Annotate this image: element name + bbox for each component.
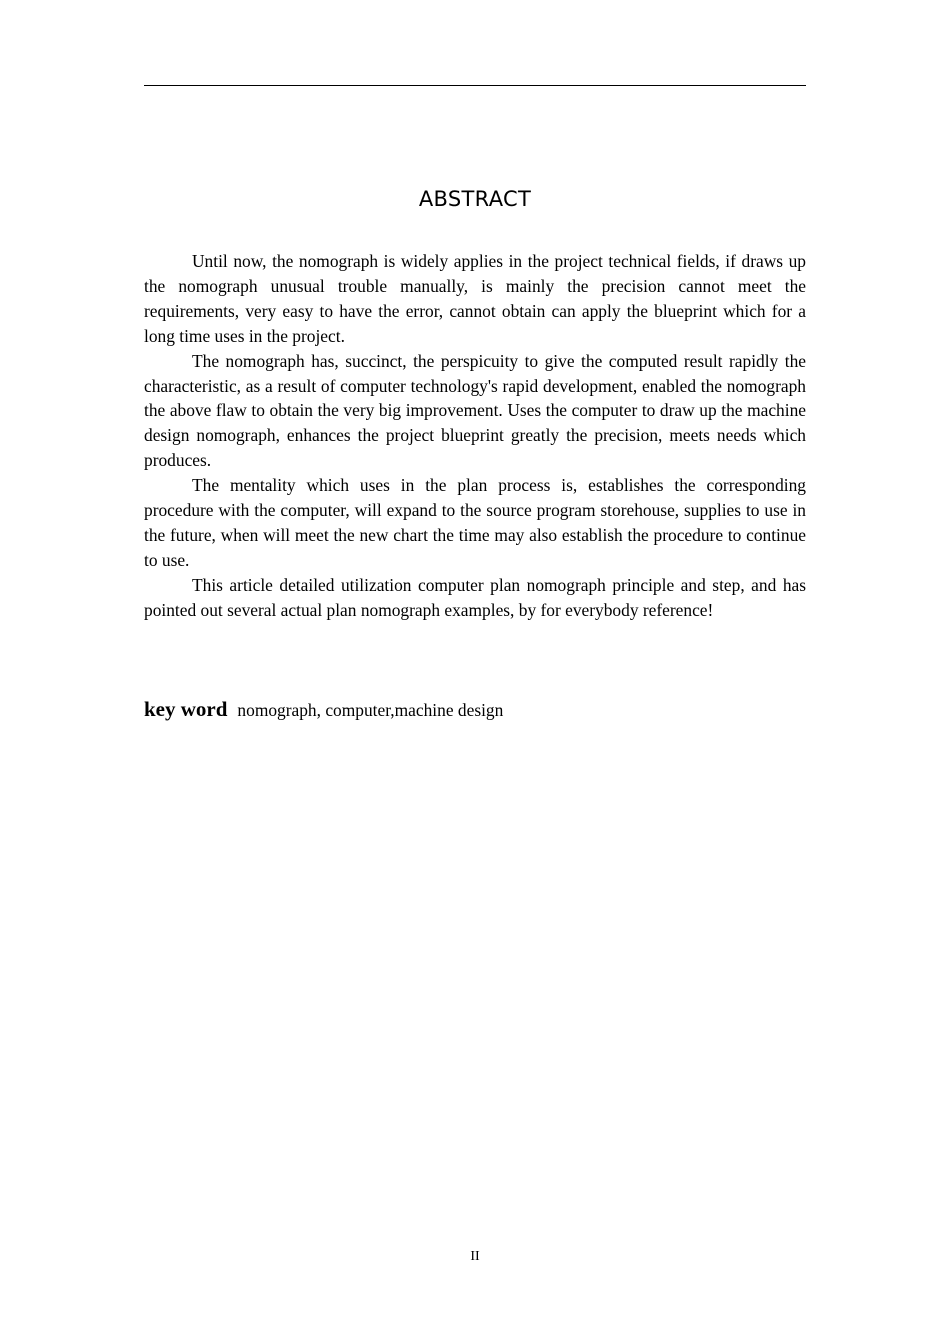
keywords-line: [144, 695, 806, 726]
abstract-paragraph-1: Until now, the nomograph is widely applies in the project technical fields, if draws up the nomograph unusual trouble manually, is mainly the precision cannot meet the requirements, very easy to have the error, cannot obtain can apply the blueprint which for a long time uses in the project.: [144, 251, 806, 346]
header-rule: [144, 85, 806, 86]
abstract-paragraph-3: The mentality which uses in the plan process is, establishes the corresponding procedure with the computer, will expand to the source program storehouse, supplies to use in the future, when will meet the new chart the time may also establish the procedure to continue to use.: [144, 475, 806, 570]
abstract-body: [144, 249, 806, 623]
keywords-values: nomograph, computer,machine design: [237, 700, 504, 720]
abstract-paragraph-2: The nomograph has, succinct, the perspicuity to give the computed result rapidly the characteristic, as a result of computer technology's rapid development, enabled the nomograph the above flaw to obtain the very big improvement. Uses the computer to draw up the machine design nomograph, enhances the project blueprint greatly the precision, meets needs which produces.: [144, 350, 806, 471]
keywords-label: key word: [144, 697, 228, 721]
abstract-title: ABSTRACT: [418, 187, 532, 211]
abstract-paragraph-4: This article detailed utilization computer plan nomograph principle and step, and has pointed out several actual plan nomograph examples, by for everybody reference!: [144, 574, 806, 620]
page-number: II: [470, 1249, 480, 1264]
